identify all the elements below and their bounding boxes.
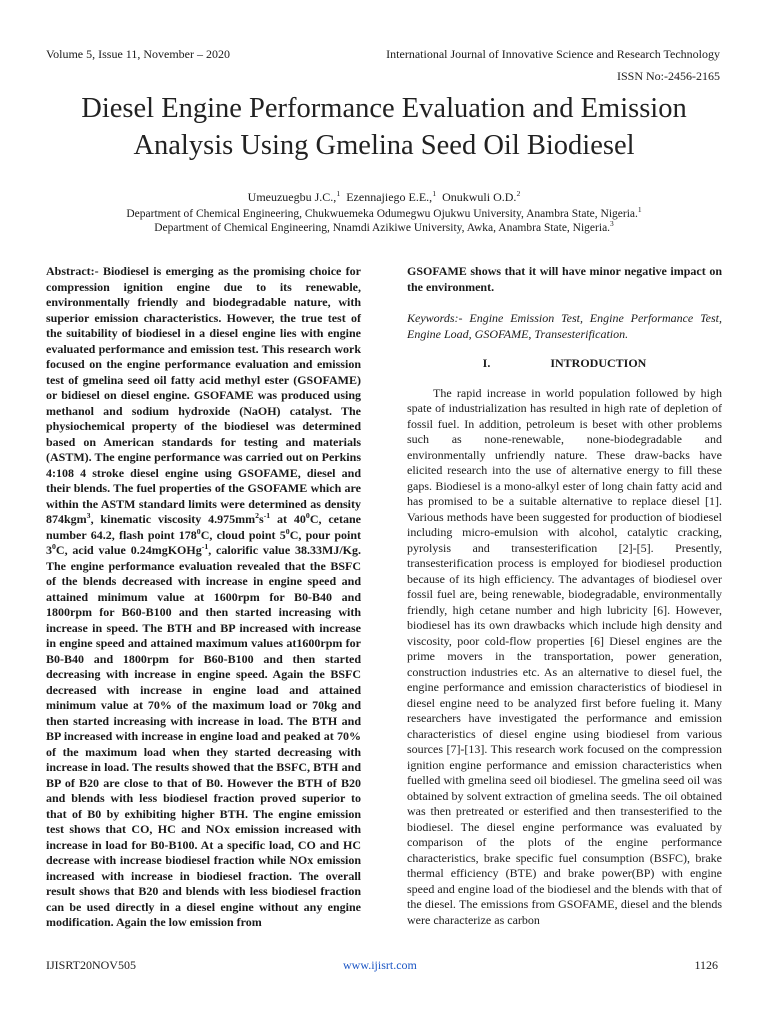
journal-url-link[interactable]: www.ijisrt.com: [343, 958, 417, 972]
affiliation-2: Department of Chemical Engineering, Nnamdi Azikiwe University, Awka, Anambra State, Nigeria.$^3$: [154, 219, 614, 234]
authors: [0, 190, 768, 204]
introduction-text: The rapid increase in world population followed by high spate of industrialization has resulted in high rate of depletion of fossil fuel. In addition, petroleum is beset with other problems such as none-renewable, none-biodegradable and environmentally unfriendly nature. These draw-backs have elicited research into the use of alternative energy to fill these gaps. Biodiesel is a mono-alkyl ester of long chain fatty acid and has promised to be a suitable alternative to replace diesel [1]. Various methods have been suggested for production of biodiesel including micro-emulsion with alcohol, catalytic cracking, pyrolysis and transesterification [2]-[5]. Presently, transesterification process is employed for biodiesel production because of its high efficiency. The advantages of biodiesel over fossil fuel are, being renewable, biodegradable, environmentally friendly, high cetane number and high lubricity [6]. However, biodiesel has its own drawbacks which include high density and viscosity, poor cold-flow properties [6] Diesel engines are the prime movers in the transportation, power generation, construction industries etc. As an alternative to diesel fuel, the engine performance and emission characteristics of biodiesel in diesel engine need to be analyzed first before fueling it. Many researchers have investigated the performance and emission characteristics of diesel engine using biodiesel from various sources [7]-[13]. This research work focused on the compression ignition engine performance and emission characteristics when fuelled with gmelina seed oil biodiesel. The gmelina seed oil was obtained by solvent extraction of gmelina seeds. The oil obtained was then pretreated or esterified and then transesterified to the biodiesel. The diesel engine performance was evaluated by comparison of the plots of the engine performance characteristics, brake specific fuel consumption (BSFC), brake thermal efficiency (BTE) and brake power(BP) with engine speed and engine load of the biodiesel and the blends with that of the diesel. The emissions from GSOFAME, diesel and the blends were characterize as carbon: [407, 385, 722, 927]
author-1-affiliation: 1: [336, 189, 341, 198]
right-column: [407, 264, 722, 928]
abstract-column: [46, 264, 361, 931]
section-heading: I. INTRODUCTION: [482, 356, 647, 370]
paper-title: Diesel Engine Performance Evaluation and Emission Analysis Using Gmelina Seed Oil Biodiesel: [81, 93, 687, 161]
journal-name: International Journal of Innovative Science and Research Technology: [386, 47, 720, 61]
volume-issue: Volume 5, Issue 11, November – 2020: [46, 47, 230, 61]
paper-id: IJISRT20NOV505: [46, 958, 136, 972]
affiliation-1: Department of Chemical Engineering, Chukwuemeka Odumegwu Ojukwu University, Anambra State, Nigeria.$^1$: [126, 205, 642, 220]
author-1: Umeuzuegbu J.C.,: [247, 190, 337, 204]
author-3-affiliation: 2: [516, 189, 521, 198]
author-2-affiliation: 1: [432, 189, 437, 198]
page-number: 1126: [694, 958, 718, 972]
issn: ISSN No:-2456-2165: [616, 69, 720, 83]
abstract-continuation: GSOFAME shows that it will have minor negative impact on the environment.: [407, 264, 722, 294]
author-3: Onukwuli O.D.: [442, 190, 517, 204]
abstract-text: Abstract:- Biodiesel is emerging as the promising choice for compression ignition engine due to its renewable, environmentally friendly and biodegradable nature, with superior emission characteristics. However, the true test of the suitability of biodiesel in a diesel engine lies with engine evaluated performance and emission test. This research work focused on the engine performance evaluation and emission test of gmelina seed oil fatty acid methyl ester (GSOFAME) or bidiesel on diesel engine. GSOFAME was produced using methanol and sodium hydroxide (NaOH) catalyst. The physiochemical property of the biodiesel was determined based on American standards for testing and materials (ASTM). The engine performance was carried out on Perkins 4:108 4 stroke diesel engine using GSOFAME, diesel and their blends. The fuel properties of the GSOFAME which are within the ASTM standard limits were determined as density 874kgm$^3$, kinematic viscosity $4.975mm^2s^{-1}$ at $40^0C$, cetane number 64.2, flash point $178^0C$, cloud point $5^0C$, pour point $3^0C$, acid value 0.24mgKOHg$^{-1}$, calorific value 38.33MJ/Kg. The engine performance evaluation revealed that the BSFC of the blends decreased with increase in engine speed and attained minimum value at 1600rpm for B0-B40 and 1800rpm for B60-B100 and then started increasing with increase in speed. The BTH and BP increased with increase in engine speed and attained maximum values at1600rpm for B0-B40 and 1800rpm for B60-B100 and then started decreasing with increase in engine speed. Again the BSFC decreased with increase in engine load and attained minimum value at 70% of the maximum load or 70kg and then started increasing with increase in load. The BTH and BP increased with increase in engine load and peaked at 70% of the maximum load when they started decreasing with increase in load. The results showed that the BSFC, BTH and BP of B20 are close to that of B0. However the BTH of B20 and blends with less biodiesel fraction proved superior to that of B0 by exhibiting higher BTH. The engine emission test shows that CO, HC and NOx emission increased with increase in load for B0-B100. At a specific load, CO and HC decrease with increase biodiesel fraction while NOx emission increased with increase in biodiesel fraction. The overall result shows that B20 and blends with less biodiesel fraction can be used directly in a diesel engine without any engine modification. Again the low emission from: [46, 264, 361, 929]
keywords: Keywords:- Engine Emission Test, Engine Performance Test, Engine Load, GSOFAME, Transesterification.: [407, 311, 722, 341]
author-2: Ezennajiego E.E.,: [346, 190, 433, 204]
